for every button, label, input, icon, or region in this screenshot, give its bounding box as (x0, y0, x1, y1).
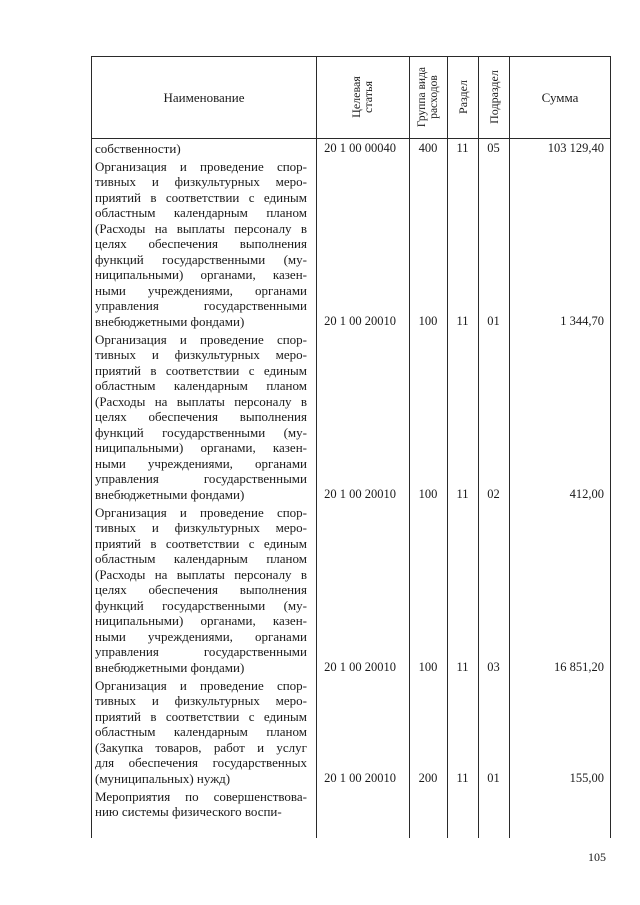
row-name-line: собственности) (95, 141, 181, 156)
row-name-line: функций государственными (му- (95, 251, 307, 267)
row-name-line: (Закупка товаров, работ и услуг (95, 739, 307, 755)
row-name-line: приятий в соответствии с единым (95, 362, 307, 378)
row-name-line: внебюджетными фондами) (95, 313, 245, 329)
row-section: 11 (456, 141, 469, 155)
row-subsection: 05 (487, 141, 500, 155)
header-group-line2: расходов (428, 75, 440, 119)
row-section: 11 (456, 770, 469, 785)
row-code: 20 1 00 00040 (324, 141, 396, 155)
row-sum: 1 344,70 (560, 313, 604, 328)
header-code (345, 57, 379, 137)
header-code-line2: статья (361, 81, 375, 113)
header-name: Наименование (163, 89, 245, 105)
row-name-line: целях обеспечения выполнения (95, 236, 307, 251)
table-divider-group (409, 56, 410, 838)
row-name-line: целях обеспечения выполнения (95, 409, 307, 424)
row-name-line: ными учреждениями, органами (95, 455, 307, 471)
row-name-line: приятий в соответствии с единым (95, 535, 307, 551)
row-name-line: областным календарным планом (95, 551, 307, 566)
row-group: 200 (418, 770, 438, 785)
row-name-line: ниципальными) органами, казен- (95, 440, 307, 455)
page-number: 105 (588, 850, 606, 864)
table-header-bottom (91, 138, 611, 139)
row-name-line: Организация и проведение спор- (95, 158, 307, 174)
row-name-line: областным календарным планом (95, 378, 307, 393)
row-name-line: целях обеспечения выполнения (95, 582, 307, 597)
table-border-right (610, 56, 611, 838)
table-divider-subsection (478, 56, 479, 838)
row-code: 20 1 00 20010 (324, 659, 396, 674)
row-subsection: 01 (487, 313, 500, 328)
row-code: 20 1 00 20010 (324, 486, 396, 501)
row-subsection: 03 (487, 659, 500, 674)
table-divider-sum (509, 56, 510, 838)
row-group: 100 (418, 313, 438, 328)
row-name-line: (Расходы на выплаты персоналу в (95, 566, 307, 582)
row-name-line: ными учреждениями, органами (95, 282, 307, 298)
header-subsection: Подраздел (487, 70, 501, 124)
row-sum: 412,00 (569, 486, 604, 501)
row-name-line: управления государственными (95, 298, 307, 313)
row-name-line: внебюджетными фондами) (95, 659, 245, 675)
row-name-line: нию системы физического воспи- (95, 804, 282, 819)
row-name-line: тивных и физкультурных меро- (95, 520, 307, 535)
header-group-line1: Группа вида (416, 66, 428, 128)
row-name-line: Организация и проведение спор- (95, 504, 307, 520)
row-name-line: приятий в соответствии с единым (95, 708, 307, 724)
row-name-line: функций государственными (му- (95, 424, 307, 440)
table-divider-section (447, 56, 448, 838)
row-name-line: для обеспечения государственных (95, 755, 307, 770)
header-code-line1: Целевая (349, 76, 363, 118)
row-name-line: ниципальными) органами, казен- (95, 267, 307, 282)
row-subsection: 01 (487, 770, 500, 785)
row-group: 100 (418, 659, 438, 674)
row-code: 20 1 00 20010 (324, 313, 396, 328)
row-section: 11 (456, 486, 469, 501)
row-name-line: областным календарным планом (95, 724, 307, 739)
row-group: 400 (418, 141, 438, 155)
table-border-left (91, 56, 92, 838)
row-name-line: приятий в соответствии с единым (95, 189, 307, 205)
row-name-line: тивных и физкультурных меро- (95, 693, 307, 708)
row-name-line: управления государственными (95, 644, 307, 659)
row-name-line: (Расходы на выплаты персоналу в (95, 393, 307, 409)
row-code: 20 1 00 20010 (324, 770, 396, 785)
row-name-line: Организация и проведение спор- (95, 677, 307, 693)
row-name-line: Организация и проведение спор- (95, 331, 307, 347)
row-name-line: тивных и физкультурных меро- (95, 174, 307, 189)
row-name-line: тивных и физкультурных меро- (95, 347, 307, 362)
row-group: 100 (418, 486, 438, 501)
row-name-line: ниципальными) органами, казен- (95, 613, 307, 628)
row-name-line: (Расходы на выплаты персоналу в (95, 220, 307, 236)
row-subsection: 02 (487, 486, 500, 501)
header-section: Раздел (456, 80, 470, 114)
row-name-line: областным календарным планом (95, 205, 307, 220)
row-name-line: ными учреждениями, органами (95, 628, 307, 644)
row-name-line: (муниципальных) нужд) (95, 770, 231, 786)
table-divider-code (316, 56, 317, 838)
row-sum: 16 851,20 (554, 659, 604, 674)
row-section: 11 (456, 659, 469, 674)
row-section: 11 (456, 313, 469, 328)
row-sum: 155,00 (569, 770, 604, 785)
row-name-line: внебюджетными фондами) (95, 486, 245, 502)
header-group (413, 56, 443, 138)
row-name-line: управления государственными (95, 471, 307, 486)
row-name-line: функций государственными (му- (95, 597, 307, 613)
row-name-line: Мероприятия по совершенствова- (95, 788, 307, 804)
row-sum: 103 129,40 (547, 141, 604, 155)
header-sum: Сумма (541, 89, 579, 105)
